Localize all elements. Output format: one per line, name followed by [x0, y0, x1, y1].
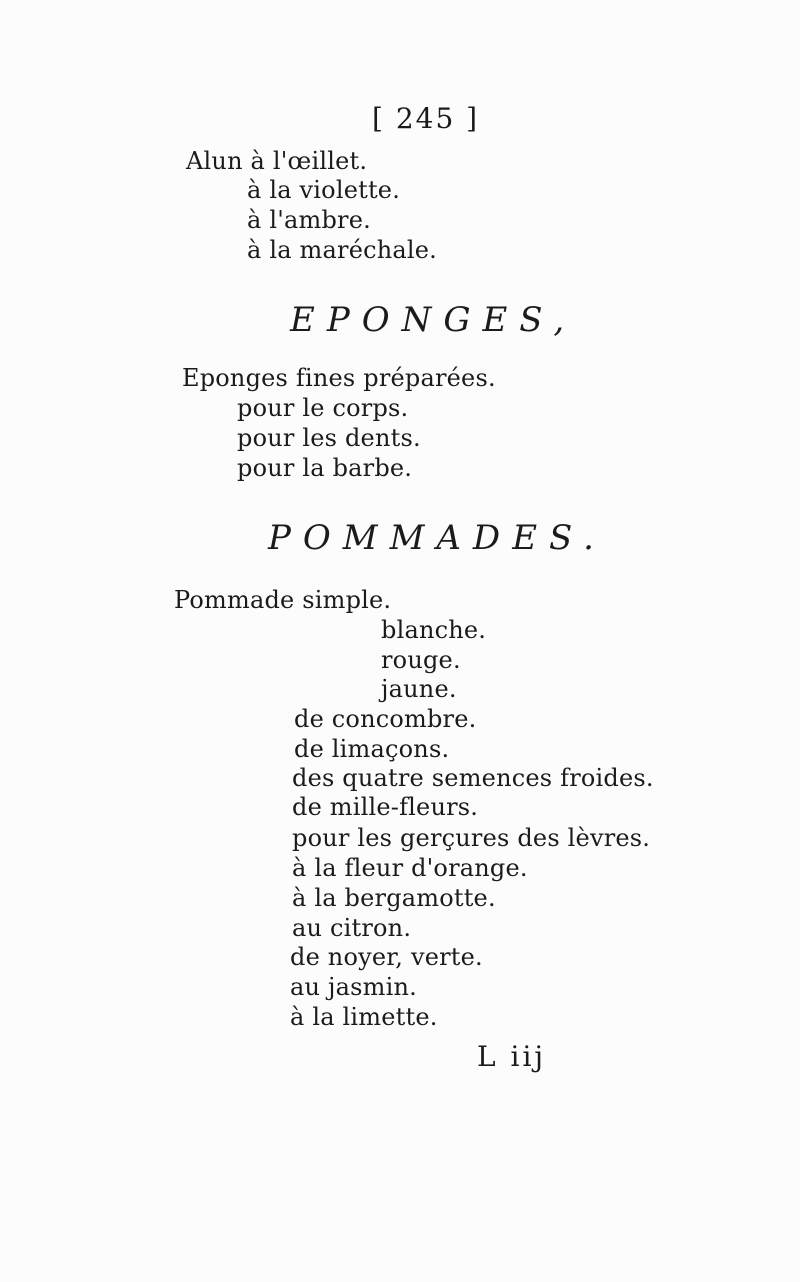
pommades-line-1: Pommade simple.	[174, 586, 392, 614]
pommades-line-11: à la bergamotte.	[292, 884, 496, 912]
pommades-line-15: à la limette.	[290, 1003, 438, 1031]
alun-line-4: à la maréchale.	[247, 236, 438, 264]
section-heading-eponges: EPONGES,	[290, 300, 577, 340]
pommades-line-8: de mille-fleurs.	[292, 793, 479, 821]
eponges-line-1: Eponges fines préparées.	[182, 364, 496, 392]
signature-mark: L iij	[477, 1040, 547, 1073]
pommades-line-9: pour les gerçures des lèvres.	[292, 824, 651, 852]
pommades-line-3: rouge.	[381, 646, 461, 674]
pommades-line-10: à la fleur d'orange.	[292, 854, 528, 882]
page-number: [ 245 ]	[372, 102, 480, 135]
pommades-line-5: de concombre.	[294, 705, 477, 733]
eponges-line-4: pour la barbe.	[237, 454, 413, 482]
eponges-line-3: pour les dents.	[237, 424, 421, 452]
eponges-line-2: pour le corps.	[237, 394, 409, 422]
pommades-line-4: jaune.	[381, 675, 457, 703]
section-heading-pommades: POMMADES.	[268, 518, 606, 558]
pommades-line-12: au citron.	[292, 914, 412, 942]
pommades-line-2: blanche.	[381, 616, 487, 644]
pommades-line-13: de noyer, verte.	[290, 943, 483, 971]
pommades-line-7: des quatre semences froides.	[292, 764, 654, 792]
pommades-line-6: de limaçons.	[294, 735, 450, 763]
alun-line-2: à la violette.	[247, 176, 401, 204]
alun-line-1: Alun à l'œillet.	[186, 147, 368, 175]
pommades-line-14: au jasmin.	[290, 973, 417, 1001]
alun-line-3: à l'ambre.	[247, 206, 371, 234]
